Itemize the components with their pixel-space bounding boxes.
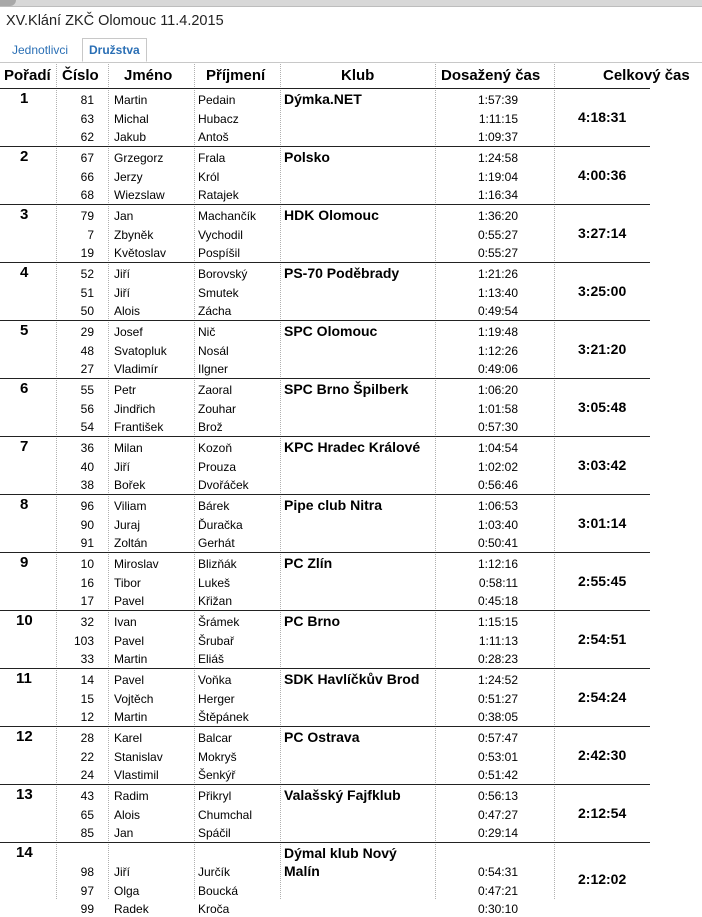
member-first-name: Svatopluk [114, 343, 167, 358]
member-first-name: Jiří [114, 459, 130, 474]
member-time: 1:02:02 [477, 459, 518, 474]
member-last-name: Přikryl [198, 789, 232, 803]
member-time: 1:06:53 [477, 499, 518, 513]
member-number: 81 [80, 93, 94, 107]
member-last-name: Ratajek [198, 188, 239, 202]
member-first-name: Josef [114, 325, 143, 339]
member-first-name: Viliam [114, 499, 147, 513]
team-rank: 13 [16, 786, 33, 803]
team-total-time: 4:00:36 [578, 167, 627, 183]
team-rank: 12 [16, 728, 33, 745]
member-number: 10 [80, 557, 94, 571]
team-group [0, 377, 650, 435]
member-last-name: Borovský [198, 267, 248, 281]
header-last-name: Příjmení [206, 67, 266, 84]
member-last-name: Mokryš [198, 749, 237, 764]
member-number: 22 [80, 749, 94, 764]
member-first-name: Jan [114, 826, 134, 840]
member-last-name: Voňka [198, 673, 232, 687]
team-total-time: 2:55:45 [578, 573, 627, 589]
member-number: 33 [80, 652, 94, 666]
team-group [0, 319, 650, 377]
team-total-time: 3:21:20 [578, 341, 627, 357]
member-time: 0:49:06 [477, 362, 518, 376]
member-first-name: Martin [114, 93, 148, 107]
member-number: 15 [80, 691, 94, 706]
member-number: 65 [80, 807, 94, 822]
team-group [0, 783, 650, 841]
member-number: 7 [87, 227, 94, 242]
member-time: 1:16:34 [477, 188, 518, 202]
member-number: 32 [80, 615, 94, 629]
member-first-name: Juraj [114, 517, 141, 532]
team-rank: 7 [20, 438, 29, 455]
member-first-name: Olga [114, 883, 140, 898]
member-time: 1:21:26 [477, 267, 518, 281]
member-first-name: Wiezslaw [114, 188, 165, 202]
member-first-name: Alois [114, 304, 141, 318]
member-time: 0:50:41 [477, 536, 518, 550]
member-first-name: Pavel [114, 594, 145, 608]
member-time: 0:51:27 [477, 691, 518, 706]
team-club: Pipe club Nitra [284, 497, 383, 513]
team-rank: 1 [20, 90, 29, 107]
member-last-name: Balcar [198, 731, 233, 745]
team-total-time: 2:42:30 [578, 747, 627, 763]
member-last-name: Brož [198, 420, 223, 434]
member-time: 0:47:21 [477, 883, 518, 898]
member-number: 50 [80, 304, 94, 318]
team-total-time: 3:25:00 [578, 283, 627, 299]
team-club: Dýmka.NET [284, 91, 362, 107]
member-number: 56 [80, 401, 94, 416]
member-first-name: František [114, 420, 164, 434]
team-total-time: 4:18:31 [578, 109, 627, 125]
member-first-name: Jiří [114, 285, 130, 300]
member-time: 1:24:52 [477, 673, 518, 687]
member-time: 1:03:40 [477, 517, 518, 532]
member-last-name: Křižan [198, 594, 233, 608]
member-number: 68 [80, 188, 94, 202]
member-number: 90 [80, 517, 94, 532]
member-last-name: Vychodil [198, 227, 243, 242]
team-rank: 9 [20, 554, 29, 571]
member-last-name: Šrubař [198, 633, 235, 648]
member-first-name: Zoltán [114, 536, 148, 550]
team-rank: 14 [16, 844, 33, 861]
member-first-name: Petr [114, 383, 137, 397]
member-time: 0:47:27 [477, 807, 518, 822]
member-last-name: Dvořáček [198, 478, 249, 492]
member-number: 98 [80, 865, 94, 879]
member-last-name: Eliáš [198, 652, 225, 666]
member-number: 79 [80, 209, 94, 223]
member-first-name: Jan [114, 209, 134, 223]
member-last-name: Lukeš [198, 575, 231, 590]
page-title: XV.Klání ZKČ Olomouc 11.4.2015 [6, 13, 224, 29]
member-number: 85 [80, 826, 94, 840]
team-group [0, 551, 650, 609]
team-club: Dýmal klub Nový Malín [284, 845, 397, 879]
member-number: 96 [80, 499, 94, 513]
member-last-name: Šrámek [198, 615, 240, 629]
member-first-name: Martin [114, 710, 148, 724]
member-time: 1:36:20 [477, 209, 518, 223]
member-last-name: Ďuračka [198, 517, 243, 532]
member-number: 99 [80, 902, 94, 916]
member-first-name: Vojtěch [114, 691, 154, 706]
team-club: PC Brno [284, 613, 340, 629]
member-number: 36 [80, 441, 94, 455]
team-rank: 4 [20, 264, 29, 281]
member-last-name: Bárek [198, 499, 230, 513]
member-time: 0:56:46 [477, 478, 518, 492]
member-number: 40 [80, 459, 94, 474]
member-number: 27 [80, 362, 94, 376]
member-last-name: Blizňák [198, 557, 237, 571]
member-first-name: Bořek [114, 478, 146, 492]
team-club: KPC Hradec Králové [284, 439, 421, 455]
member-number: 91 [80, 536, 94, 550]
member-time: 1:04:54 [477, 441, 518, 455]
header-club: Klub [341, 67, 375, 84]
member-time: 0:55:27 [477, 246, 518, 260]
member-time: 1:19:48 [477, 325, 518, 339]
member-number: 62 [80, 130, 94, 144]
member-first-name: Vladimír [114, 362, 159, 376]
tab-jednotlivci[interactable]: Jednotlivci [12, 43, 69, 57]
member-last-name: Chumchal [198, 807, 253, 822]
team-rank: 10 [16, 612, 33, 629]
team-group [0, 435, 650, 493]
member-time: 1:57:39 [477, 93, 518, 107]
team-total-time: 2:12:54 [578, 805, 627, 821]
member-last-name: Šenkýř [198, 768, 236, 782]
member-first-name: Zbyněk [114, 227, 154, 242]
scroll-knob[interactable] [0, 0, 16, 6]
team-total-time: 3:05:48 [578, 399, 627, 415]
member-last-name: Zouhar [198, 401, 237, 416]
member-time: 0:29:14 [477, 826, 518, 840]
member-first-name: Pavel [114, 633, 145, 648]
member-number: 28 [80, 731, 94, 745]
member-last-name: Machančík [198, 209, 257, 223]
team-rank: 2 [20, 148, 29, 165]
member-first-name: Milan [114, 441, 143, 455]
member-first-name: Miroslav [114, 557, 159, 571]
team-club: SDK Havlíčkův Brod [284, 671, 420, 687]
team-club: HDK Olomouc [284, 207, 379, 223]
member-time: 1:19:04 [477, 169, 518, 184]
member-time: 0:28:23 [477, 652, 518, 666]
member-last-name: Ilgner [198, 362, 229, 376]
member-first-name: Jakub [114, 130, 147, 144]
member-first-name: Jiří [114, 267, 130, 281]
member-last-name: Kroča [198, 902, 230, 916]
team-group [0, 261, 650, 319]
member-first-name: Tibor [114, 575, 141, 590]
member-first-name: Vlastimil [114, 768, 159, 782]
team-group [0, 841, 650, 917]
member-time: 0:30:10 [477, 902, 518, 916]
member-first-name: Květoslav [114, 246, 167, 260]
team-rank: 8 [20, 496, 29, 513]
member-time: 1:24:58 [477, 151, 518, 165]
member-time: 1:12:26 [477, 343, 518, 358]
team-group [0, 667, 650, 725]
team-total-time: 3:27:14 [578, 225, 627, 241]
member-first-name: Alois [114, 807, 141, 822]
team-rank: 5 [20, 322, 29, 339]
member-last-name: Nič [198, 325, 216, 339]
member-last-name: Pospíšil [198, 246, 241, 260]
member-time: 0:57:47 [477, 731, 518, 745]
member-time: 0:49:54 [477, 304, 518, 318]
member-time: 1:01:58 [477, 401, 518, 416]
member-number: 43 [80, 789, 94, 803]
member-number: 17 [80, 594, 94, 608]
member-last-name: Boucká [198, 883, 239, 898]
member-number: 48 [80, 343, 94, 358]
member-time: 0:54:31 [477, 865, 518, 879]
member-first-name: Michal [114, 111, 149, 126]
team-total-time: 2:54:51 [578, 631, 627, 647]
team-group [0, 725, 650, 783]
member-time: 1:11:15 [478, 111, 518, 126]
team-total-time: 3:01:14 [578, 515, 627, 531]
team-group [0, 493, 650, 551]
team-rank: 11 [16, 670, 32, 687]
member-first-name: Radek [114, 902, 149, 916]
header-number: Číslo [62, 67, 99, 84]
member-time: 0:58:11 [478, 575, 518, 590]
member-last-name: Smutek [198, 285, 239, 300]
member-time: 1:09:37 [477, 130, 518, 144]
member-last-name: Spáčil [198, 826, 231, 840]
team-total-time: 3:03:42 [578, 457, 627, 473]
member-number: 55 [80, 383, 94, 397]
member-number: 24 [80, 768, 94, 782]
member-number: 51 [80, 285, 94, 300]
member-time: 1:12:16 [477, 557, 518, 571]
member-time: 1:11:13 [478, 633, 518, 648]
member-first-name: Jindřich [114, 401, 156, 416]
member-first-name: Jerzy [114, 169, 143, 184]
team-rank: 3 [20, 206, 29, 223]
member-time: 0:55:27 [477, 227, 518, 242]
member-number: 38 [80, 478, 94, 492]
member-number: 103 [73, 633, 94, 648]
member-last-name: Kozoň [198, 441, 233, 455]
team-club: PC Zlín [284, 555, 333, 571]
member-number: 29 [80, 325, 94, 339]
team-rank: 6 [20, 380, 29, 397]
member-first-name: Ivan [114, 615, 137, 629]
window-top-edge [0, 0, 702, 7]
team-group [0, 609, 650, 667]
tab-druzstva[interactable]: Družstva [82, 38, 147, 62]
member-first-name: Martin [114, 652, 148, 666]
team-total-time: 2:54:24 [578, 689, 627, 705]
member-last-name: Frala [198, 151, 226, 165]
header-total: Celkový čas [603, 67, 690, 84]
member-number: 19 [80, 246, 94, 260]
member-number: 67 [80, 151, 94, 165]
member-last-name: Zaoral [198, 383, 233, 397]
member-number: 52 [80, 267, 94, 281]
header-time: Dosažený čas [441, 67, 541, 84]
team-club: Valašský Fajfklub [284, 787, 401, 803]
member-last-name: Gerhát [198, 536, 235, 550]
member-first-name: Radim [114, 789, 149, 803]
member-last-name: Antoš [198, 130, 229, 144]
member-time: 0:53:01 [477, 749, 518, 764]
team-club: PS-70 Poděbrady [284, 265, 400, 281]
member-time: 0:45:18 [477, 594, 518, 608]
member-number: 16 [80, 575, 94, 590]
member-number: 12 [80, 710, 94, 724]
header-rank: Pořadí [4, 67, 51, 84]
member-time: 1:06:20 [477, 383, 518, 397]
member-first-name: Karel [114, 731, 143, 745]
member-last-name: Herger [198, 691, 235, 706]
member-first-name: Stanislav [114, 749, 163, 764]
member-number: 66 [80, 169, 94, 184]
member-first-name: Grzegorz [114, 151, 164, 165]
team-club: PC Ostrava [284, 729, 360, 745]
team-group [0, 87, 650, 145]
member-last-name: Zácha [198, 304, 232, 318]
member-number: 14 [80, 673, 94, 687]
member-number: 54 [80, 420, 94, 434]
team-total-time: 2:12:02 [578, 871, 627, 887]
member-number: 97 [80, 883, 94, 898]
tab-bar [0, 36, 702, 63]
team-group [0, 145, 650, 203]
member-time: 0:57:30 [477, 420, 518, 434]
member-last-name: Prouza [198, 459, 237, 474]
member-last-name: Štěpánek [198, 710, 249, 724]
member-last-name: Hubacz [198, 111, 239, 126]
member-last-name: Król [198, 169, 220, 184]
member-time: 0:38:05 [477, 710, 518, 724]
team-club: SPC Brno Špilberk [284, 381, 409, 397]
member-first-name: Pavel [114, 673, 145, 687]
member-time: 0:51:42 [477, 768, 518, 782]
team-club: SPC Olomouc [284, 323, 378, 339]
member-last-name: Jurčík [198, 865, 231, 879]
team-club: Polsko [284, 149, 330, 165]
member-last-name: Nosál [198, 343, 229, 358]
team-group [0, 203, 650, 261]
member-first-name: Jiří [114, 865, 130, 879]
member-time: 0:56:13 [477, 789, 518, 803]
member-time: 1:13:40 [477, 285, 518, 300]
header-first-name: Jméno [124, 67, 173, 84]
member-last-name: Pedain [198, 93, 236, 107]
member-time: 1:15:15 [477, 615, 518, 629]
member-number: 63 [80, 111, 94, 126]
